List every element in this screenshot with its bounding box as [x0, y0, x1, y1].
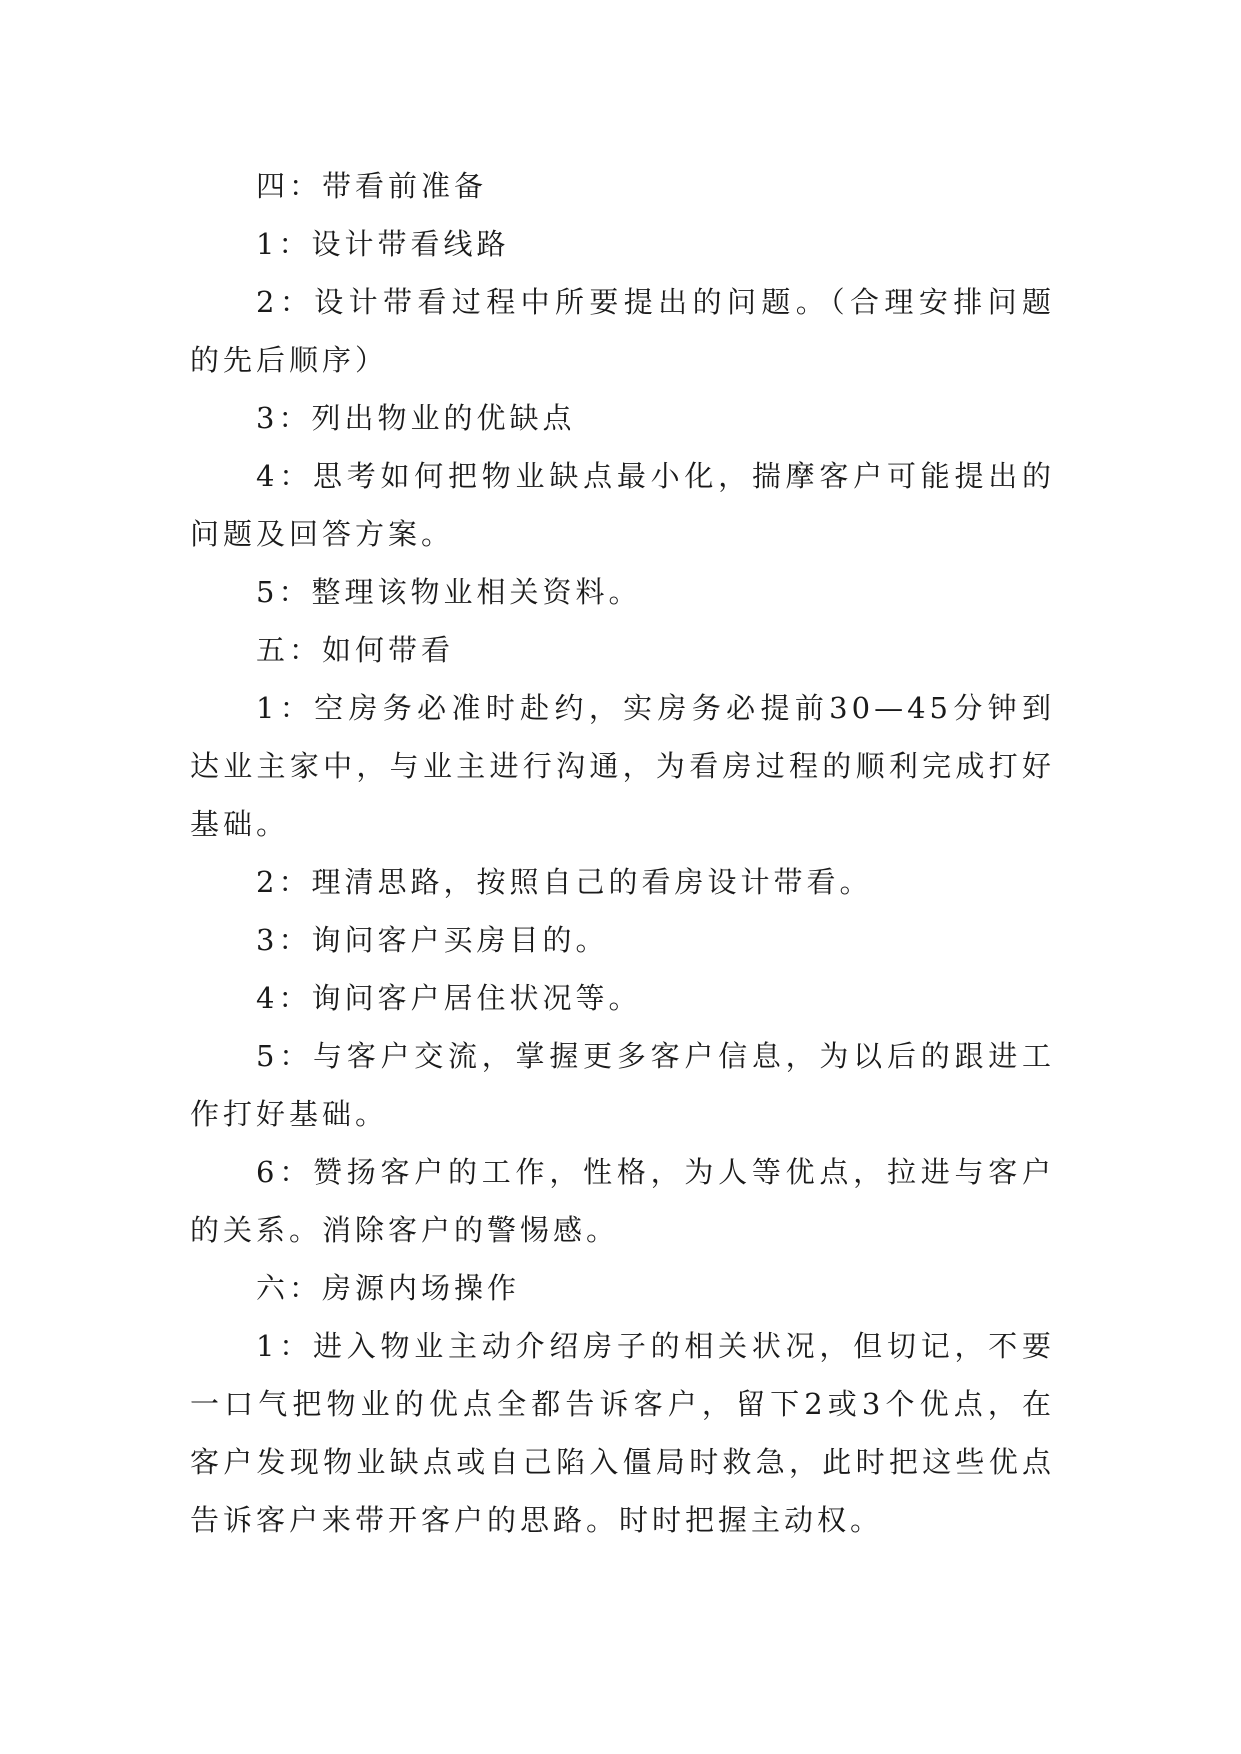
paragraph: 6：赞扬客户的工作，性格，为人等优点，拉进与客户的关系。消除客户的警惕感。 [190, 1155, 1055, 1247]
paragraph: 3：询问客户买房目的。 [256, 923, 609, 957]
paragraph: 1：进入物业主动介绍房子的相关状况，但切记，不要一口气把物业的优点全都告诉客户，留下2或3个优点，在客户发现物业缺点或自己陷入僵局时救急，此时把这些优点告诉客户来带开客户的思路。时时把握主动权。 [190, 1329, 1055, 1537]
paragraph: 1：设计带看线路 [256, 227, 510, 261]
paragraph: 3：列出物业的优缺点 [256, 401, 576, 435]
paragraph: 2：设计带看过程中所要提出的问题。（合理安排问题的先后顺序） [190, 285, 1055, 377]
paragraph: 5：整理该物业相关资料。 [256, 575, 642, 609]
paragraph: 2：理清思路，按照自己的看房设计带看。 [256, 865, 873, 899]
paragraph: 5：与客户交流，掌握更多客户信息，为以后的跟进工作打好基础。 [190, 1039, 1055, 1131]
paragraph: 1：空房务必准时赴约，实房务必提前30—45分钟到达业主家中，与业主进行沟通，为看房过程的顺利完成打好基础。 [190, 691, 1055, 841]
paragraph: 4：询问客户居住状况等。 [256, 981, 642, 1015]
section-heading-6: 六：房源内场操作 [256, 1271, 521, 1305]
section-heading-4: 四：带看前准备 [256, 169, 488, 203]
section-heading-5: 五：如何带看 [256, 633, 455, 667]
paragraph: 4：思考如何把物业缺点最小化，揣摩客户可能提出的问题及回答方案。 [190, 459, 1055, 551]
document-body [190, 157, 1055, 1549]
